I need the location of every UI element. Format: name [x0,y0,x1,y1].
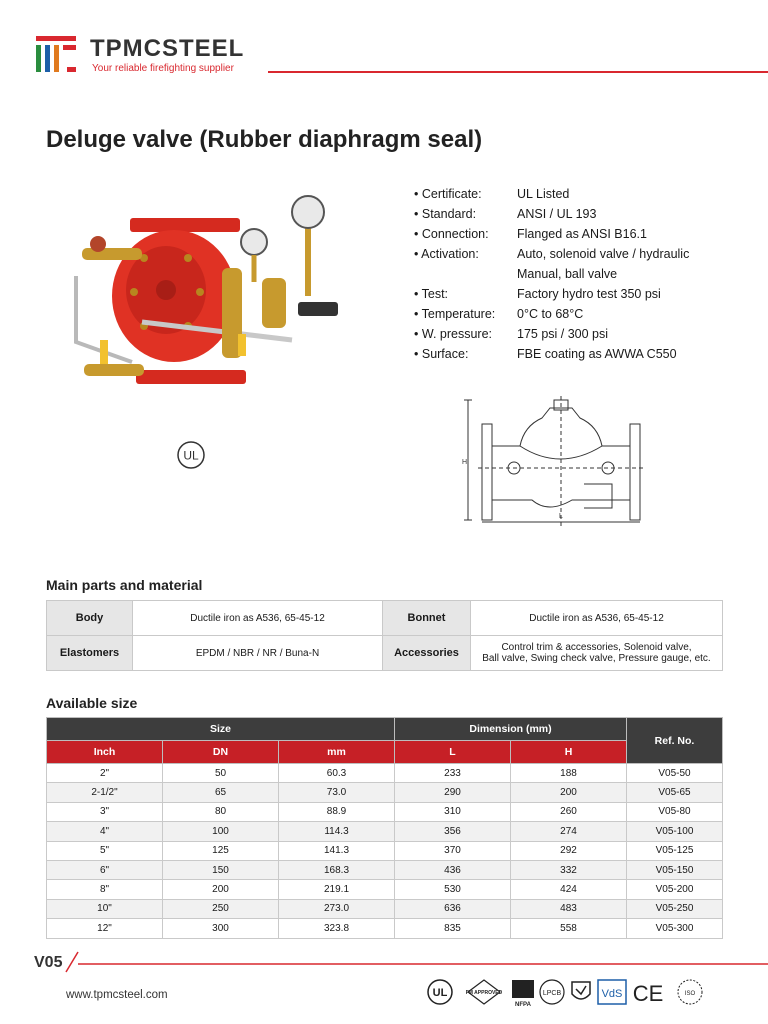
spec-value: Auto, solenoid valve / hydraulic [517,247,690,261]
parts-value [471,601,723,636]
spec-label: • Standard: [414,204,517,224]
size-heading: Available size [46,695,138,711]
size-cell: 356 [395,822,511,841]
table-row [47,783,723,802]
spec-row [414,264,754,284]
size-cell: 424 [511,880,627,899]
size-cell: 483 [511,899,627,918]
parts-label: Accessories [383,636,471,671]
size-cell: 50 [163,764,279,783]
page-title: Deluge valve (Rubber diaphragm seal) [46,126,483,153]
table-row [47,860,723,879]
spec-label: • W. pressure: [414,324,517,344]
svg-text:ISO: ISO [684,991,696,997]
size-cell: 200 [511,783,627,802]
table-row [47,802,723,821]
parts-value-line: Ball valve, Swing check valve, Pressure gauge, etc. [482,653,711,664]
size-cell: 141.3 [279,841,395,860]
parts-table [46,600,723,671]
svg-text:FM APPROVED: FM APPROVED [465,990,503,996]
size-cell: 4" [47,822,163,841]
table-row [47,899,723,918]
spec-list [414,184,754,364]
size-cell: 73.0 [279,783,395,802]
parts-label: Body [47,601,133,636]
size-cell: 88.9 [279,802,395,821]
footer-rule [62,946,768,976]
brand-name: TPMCSTEEL [90,35,245,62]
table-row [47,764,723,783]
size-cell: 260 [511,802,627,821]
size-cell: 2" [47,764,163,783]
spec-value: FBE coating as AWWA C550 [517,347,677,361]
spec-label: • Surface: [414,344,517,364]
size-cell: 12" [47,919,163,938]
page-code: V05 [34,954,63,971]
size-cell: 370 [395,841,511,860]
spec-value: ANSI / UL 193 [517,207,597,221]
table-row [47,636,723,671]
spec-row [414,184,754,204]
spec-value: 175 psi / 300 psi [517,327,609,341]
size-cell: 636 [395,899,511,918]
size-cell: 250 [163,899,279,918]
size-cell: 436 [395,860,511,879]
table-row [47,601,723,636]
header-rule [268,71,768,73]
parts-value [471,636,723,671]
column-header: L [395,741,511,764]
size-cell: 835 [395,919,511,938]
size-cell: 100 [163,822,279,841]
column-header: H [511,741,627,764]
size-cell: 8" [47,880,163,899]
size-cell: 125 [163,841,279,860]
shield-cert-icon [572,982,590,999]
table-row [47,880,723,899]
table-row [47,919,723,938]
size-cell: V05-100 [627,822,723,841]
column-header: Inch [47,741,163,764]
ce-icon [633,981,664,1006]
size-cell: 558 [511,919,627,938]
size-cell: 2-1/2" [47,783,163,802]
size-table-body [47,764,723,939]
spec-row [414,344,754,364]
ul-cert-icon [428,980,452,1004]
size-cell: 60.3 [279,764,395,783]
size-cell: 114.3 [279,822,395,841]
spec-row [414,284,754,304]
size-cell: 274 [511,822,627,841]
size-cell: 188 [511,764,627,783]
size-cell: 10" [47,899,163,918]
nfpa-icon [512,980,534,1008]
vds-icon [598,980,626,1004]
parts-value-line: Ductile iron as A536, 65-45-12 [529,612,664,624]
size-cell: 292 [511,841,627,860]
size-cell: 300 [163,919,279,938]
spec-value: 0°C to 68°C [517,307,584,321]
svg-text:VdS: VdS [601,988,623,1000]
size-cell: 3" [47,802,163,821]
tpmcsteel-logo [36,36,78,72]
deluge-valve-photo [62,192,362,402]
lpcb-icon [540,980,564,1004]
spec-label: • Temperature: [414,304,517,324]
size-cell: V05-300 [627,919,723,938]
size-cell: 80 [163,802,279,821]
spec-row [414,224,754,244]
fm-approved-icon [466,980,503,1004]
size-cell: 273.0 [279,899,395,918]
size-cell: 219.1 [279,880,395,899]
parts-value: Ductile iron as A536, 65-45-12 [133,601,383,636]
spec-row [414,204,754,224]
parts-value: EPDM / NBR / NR / Buna-N [133,636,383,671]
size-cell: 5" [47,841,163,860]
size-cell: 6" [47,860,163,879]
table-row [47,822,723,841]
size-cell: V05-80 [627,802,723,821]
parts-label: Elastomers [47,636,133,671]
svg-text:LPCB: LPCB [542,990,562,997]
spec-row [414,324,754,344]
spec-value: Factory hydro test 350 psi [517,287,661,301]
size-cell: 200 [163,880,279,899]
spec-row [414,244,754,264]
parts-label: Bonnet [383,601,471,636]
size-cell: 310 [395,802,511,821]
spec-label: • Activation: [414,244,517,264]
column-header: mm [279,741,395,764]
size-cell: V05-150 [627,860,723,879]
size-group-header: Size [47,718,395,741]
brand-tagline: Your reliable firefighting supplier [92,63,234,74]
table-row [47,841,723,860]
size-cell: 332 [511,860,627,879]
spec-row [414,304,754,324]
size-cell: 168.3 [279,860,395,879]
size-cell: 65 [163,783,279,802]
spec-value: Manual, ball valve [517,267,618,281]
svg-text:NFPA: NFPA [515,1002,531,1008]
drawing-h-label: H [462,459,468,466]
size-cell: 233 [395,764,511,783]
spec-label: • Test: [414,284,517,304]
size-table [46,717,723,939]
spec-value: UL Listed [517,187,570,201]
ul-listed-mark [176,440,206,470]
size-cell: V05-65 [627,783,723,802]
size-cell: 530 [395,880,511,899]
size-cell: 150 [163,860,279,879]
svg-text:CE: CE [632,981,664,1006]
certification-logos [426,976,726,1008]
spec-label: • Connection: [414,224,517,244]
ref-no-header: Ref. No. [627,718,723,764]
column-header: DN [163,741,279,764]
size-cell: V05-50 [627,764,723,783]
website-link[interactable]: www.tpmcsteel.com [66,989,168,1001]
iso-icon [678,980,702,1004]
size-subheader-row [47,741,723,764]
dimension-drawing [462,396,648,526]
ul-mark-text: UL [183,448,199,463]
size-cell: V05-200 [627,880,723,899]
spec-value: Flanged as ANSI B16.1 [517,227,647,241]
size-cell: V05-250 [627,899,723,918]
size-header-row [47,718,723,741]
spec-label: • Certificate: [414,184,517,204]
parts-value-line: Control trim & accessories, Solenoid valve, [501,642,692,653]
drawing-l-label: L [559,513,563,520]
size-cell: 323.8 [279,919,395,938]
size-cell: 290 [395,783,511,802]
dimension-group-header: Dimension (mm) [395,718,627,741]
size-cell: V05-125 [627,841,723,860]
svg-text:UL: UL [432,987,448,999]
parts-heading: Main parts and material [46,577,203,593]
